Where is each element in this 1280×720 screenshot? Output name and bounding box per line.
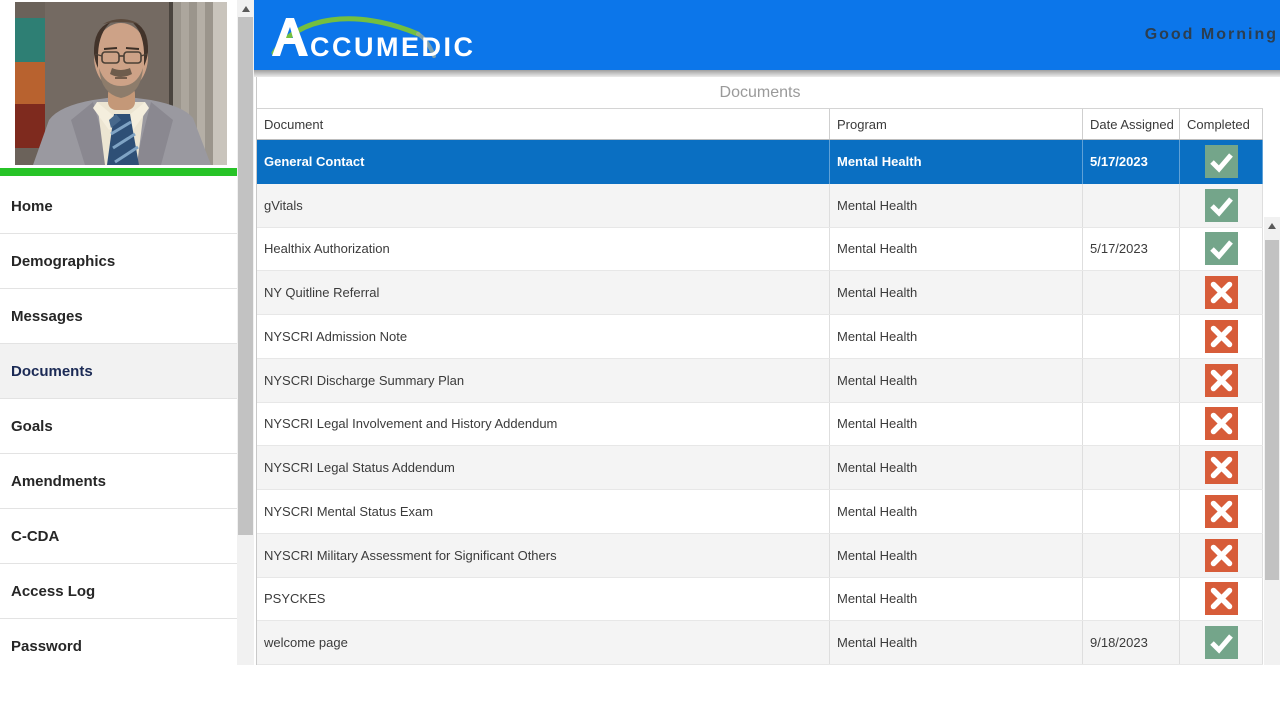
program-cell: Mental Health: [830, 228, 1083, 271]
sidebar-item-amendments[interactable]: Amendments: [0, 454, 237, 509]
table-row[interactable]: [257, 228, 1263, 272]
program-cell: Mental Health: [830, 490, 1083, 533]
completed-cell: [1180, 578, 1263, 621]
document-cell: NYSCRI Legal Involvement and History Addendum: [257, 403, 830, 446]
table-row[interactable]: [257, 403, 1263, 447]
table-row[interactable]: [257, 490, 1263, 534]
scroll-up-arrow-icon[interactable]: [1264, 217, 1280, 234]
greeting-text: Good Morning: [1144, 26, 1278, 43]
table-row[interactable]: [257, 315, 1263, 359]
sidebar-scrollbar-thumb[interactable]: [238, 17, 253, 535]
accumedic-logo-image: [270, 12, 488, 58]
date-assigned-cell: [1083, 490, 1180, 533]
x-icon: [1205, 451, 1238, 484]
top-header: [254, 0, 1280, 70]
sidebar-item-demographics[interactable]: Demographics: [0, 234, 237, 289]
document-cell: Healthix Authorization: [257, 228, 830, 271]
program-cell: Mental Health: [830, 140, 1083, 184]
program-cell: Mental Health: [830, 446, 1083, 489]
date-assigned-cell: [1083, 403, 1180, 446]
table-row[interactable]: [257, 271, 1263, 315]
sidebar-item-home[interactable]: Home: [0, 179, 237, 234]
date-assigned-cell: [1083, 184, 1180, 227]
column-header-program: Program: [830, 109, 1083, 139]
accent-green-bar: [0, 168, 238, 176]
document-cell: NY Quitline Referral: [257, 271, 830, 314]
table-row[interactable]: [257, 534, 1263, 578]
documents-table-body: [257, 140, 1263, 665]
table-row[interactable]: [257, 446, 1263, 490]
check-icon: [1205, 189, 1238, 222]
column-header-document: Document: [257, 109, 830, 139]
check-icon: [1205, 145, 1238, 178]
document-cell: NYSCRI Military Assessment for Significant Others: [257, 534, 830, 577]
check-icon: [1205, 626, 1238, 659]
date-assigned-cell: 5/17/2023: [1083, 228, 1180, 271]
document-cell: PSYCKES: [257, 578, 830, 621]
x-icon: [1205, 582, 1238, 615]
document-cell: NYSCRI Legal Status Addendum: [257, 446, 830, 489]
date-assigned-cell: [1083, 446, 1180, 489]
date-assigned-cell: [1083, 578, 1180, 621]
patient-photo: [15, 2, 227, 165]
column-header-date-assigned: Date Assigned: [1083, 109, 1180, 139]
program-cell: Mental Health: [830, 578, 1083, 621]
program-cell: Mental Health: [830, 315, 1083, 358]
scroll-up-arrow-icon[interactable]: [237, 0, 254, 17]
logo-word: CCUMEDIC: [310, 32, 476, 58]
date-assigned-cell: [1083, 271, 1180, 314]
date-assigned-cell: 9/18/2023: [1083, 621, 1180, 664]
completed-cell: [1180, 534, 1263, 577]
program-cell: Mental Health: [830, 184, 1083, 227]
table-row[interactable]: [257, 359, 1263, 403]
accumedic-logo: [270, 12, 488, 58]
program-cell: Mental Health: [830, 271, 1083, 314]
documents-table: [256, 77, 1263, 665]
sidebar-scrollbar[interactable]: [237, 0, 254, 665]
completed-cell: [1180, 446, 1263, 489]
document-cell: gVitals: [257, 184, 830, 227]
x-icon: [1205, 407, 1238, 440]
document-cell: General Contact: [257, 140, 830, 184]
date-assigned-cell: 5/17/2023: [1083, 140, 1180, 184]
date-assigned-cell: [1083, 315, 1180, 358]
program-cell: Mental Health: [830, 403, 1083, 446]
completed-cell: [1180, 315, 1263, 358]
check-icon: [1205, 232, 1238, 265]
sidebar-menu: [0, 179, 237, 665]
sidebar-item-messages[interactable]: Messages: [0, 289, 237, 344]
sidebar-item-access-log[interactable]: Access Log: [0, 564, 237, 619]
program-cell: Mental Health: [830, 359, 1083, 402]
sidebar-item-c-cda[interactable]: C-CDA: [0, 509, 237, 564]
patient-photo-image: [15, 2, 227, 165]
document-cell: NYSCRI Mental Status Exam: [257, 490, 830, 533]
main-area: [254, 0, 1280, 665]
header-shadow: [254, 70, 1280, 77]
completed-cell: [1180, 490, 1263, 533]
document-cell: NYSCRI Admission Note: [257, 315, 830, 358]
table-row[interactable]: [257, 578, 1263, 622]
table-row[interactable]: [257, 140, 1263, 184]
x-icon: [1205, 320, 1238, 353]
completed-cell: [1180, 140, 1263, 184]
sidebar: [0, 0, 237, 665]
table-scrollbar[interactable]: [1264, 217, 1280, 665]
completed-cell: [1180, 403, 1263, 446]
x-icon: [1205, 364, 1238, 397]
completed-cell: [1180, 359, 1263, 402]
x-icon: [1205, 276, 1238, 309]
sidebar-item-goals[interactable]: Goals: [0, 399, 237, 454]
document-cell: welcome page: [257, 621, 830, 664]
documents-panel: [254, 77, 1280, 665]
sidebar-item-documents[interactable]: Documents: [0, 344, 237, 399]
table-scrollbar-thumb[interactable]: [1265, 240, 1279, 580]
completed-cell: [1180, 184, 1263, 227]
completed-cell: [1180, 228, 1263, 271]
table-row[interactable]: [257, 621, 1263, 665]
document-cell: NYSCRI Discharge Summary Plan: [257, 359, 830, 402]
date-assigned-cell: [1083, 359, 1180, 402]
completed-cell: [1180, 271, 1263, 314]
program-cell: Mental Health: [830, 534, 1083, 577]
column-header-completed: Completed: [1180, 109, 1263, 139]
table-row[interactable]: [257, 184, 1263, 228]
x-icon: [1205, 539, 1238, 572]
completed-cell: [1180, 621, 1263, 664]
panel-title: Documents: [257, 77, 1263, 109]
date-assigned-cell: [1083, 534, 1180, 577]
table-header-row: [257, 109, 1263, 140]
sidebar-item-password[interactable]: Password: [0, 619, 237, 665]
program-cell: Mental Health: [830, 621, 1083, 664]
x-icon: [1205, 495, 1238, 528]
